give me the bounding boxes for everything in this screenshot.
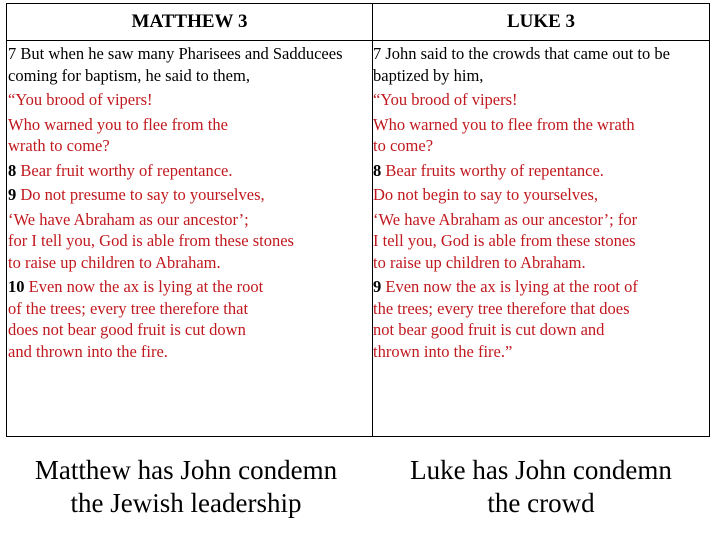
matthew-abraham <box>8 209 360 274</box>
matthew-fruit <box>8 160 360 182</box>
matthew-presume <box>8 184 360 206</box>
ax-text: Even now the ax is lying at the root of <box>381 277 638 296</box>
luke-abraham <box>373 209 699 274</box>
luke-begin: Do not begin to say to yourselves, <box>373 185 599 204</box>
luke-column <box>373 43 699 365</box>
caption-matthew <box>6 454 366 520</box>
matthew-warned <box>8 114 360 157</box>
fruit-text: Bear fruits worthy of repentance. <box>381 160 604 180</box>
text-line: to raise up children to Abraham. <box>373 252 586 272</box>
fruit-text: Bear fruit worthy of repentance. <box>16 160 233 180</box>
matthew-ax <box>8 276 360 362</box>
luke-ax <box>373 276 699 362</box>
intro-text: John said to the crowds that came out to be baptized by him, <box>373 44 670 85</box>
verse-number: 7 <box>373 44 382 63</box>
text-line: for I tell you, God is able from these stones <box>8 231 294 250</box>
verse-number: 8 <box>8 160 17 180</box>
text-line <box>8 276 360 298</box>
presume-text: Do not presume to say to yourselves, <box>16 185 265 204</box>
matthew-intro <box>8 43 360 86</box>
text-line <box>373 276 699 298</box>
luke-brood: “You brood of vipers! <box>373 90 518 109</box>
luke-fruit <box>373 160 699 182</box>
caption-luke <box>372 454 710 520</box>
verse-number: 10 <box>8 277 25 296</box>
intro-text: But when he saw many Pharisees and Sadducees coming for baptism, he said to them, <box>8 44 343 85</box>
text-line: of the trees; every tree therefore that <box>8 298 249 318</box>
text-line: to come? <box>373 136 434 155</box>
caption-line: the Jewish leadership <box>70 488 302 518</box>
verse-number: 7 <box>8 44 17 63</box>
header-divider <box>7 40 709 41</box>
header-luke: LUKE 3 <box>506 11 576 32</box>
matthew-column <box>8 43 360 365</box>
luke-warned <box>373 114 699 157</box>
verse-number: 9 <box>8 185 17 204</box>
text-line: ‘We have Abraham as our ancestor’; for <box>373 209 638 229</box>
text-line: ‘We have Abraham as our ancestor’; <box>8 209 249 229</box>
text-line: Who warned you to flee from the <box>8 114 228 134</box>
text-line: Who warned you to flee from the wrath <box>373 114 635 134</box>
text-line: wrath to come? <box>8 136 110 155</box>
text-line: the trees; every tree therefore that does <box>373 298 630 318</box>
text-line: not bear good fruit is cut down and <box>373 320 605 339</box>
caption-line: the crowd <box>487 488 595 518</box>
caption-line: Luke has John condemn <box>410 455 672 485</box>
verse-number: 8 <box>373 160 382 180</box>
verse-number: 9 <box>373 277 382 296</box>
text-line: and thrown into the fire. <box>8 341 168 361</box>
caption-line: Matthew has John condemn <box>34 455 338 485</box>
text-line: to raise up children to Abraham. <box>8 252 221 272</box>
text-line: does not bear good fruit is cut down <box>8 320 246 339</box>
luke-intro <box>373 43 699 86</box>
header-matthew: MATTHEW 3 <box>131 11 248 32</box>
text-line: I tell you, God is able from these stones <box>373 231 636 250</box>
text-line: thrown into the fire.” <box>373 341 513 361</box>
ax-text: Even now the ax is lying at the root <box>24 277 264 296</box>
matthew-brood: “You brood of vipers! <box>8 90 153 109</box>
